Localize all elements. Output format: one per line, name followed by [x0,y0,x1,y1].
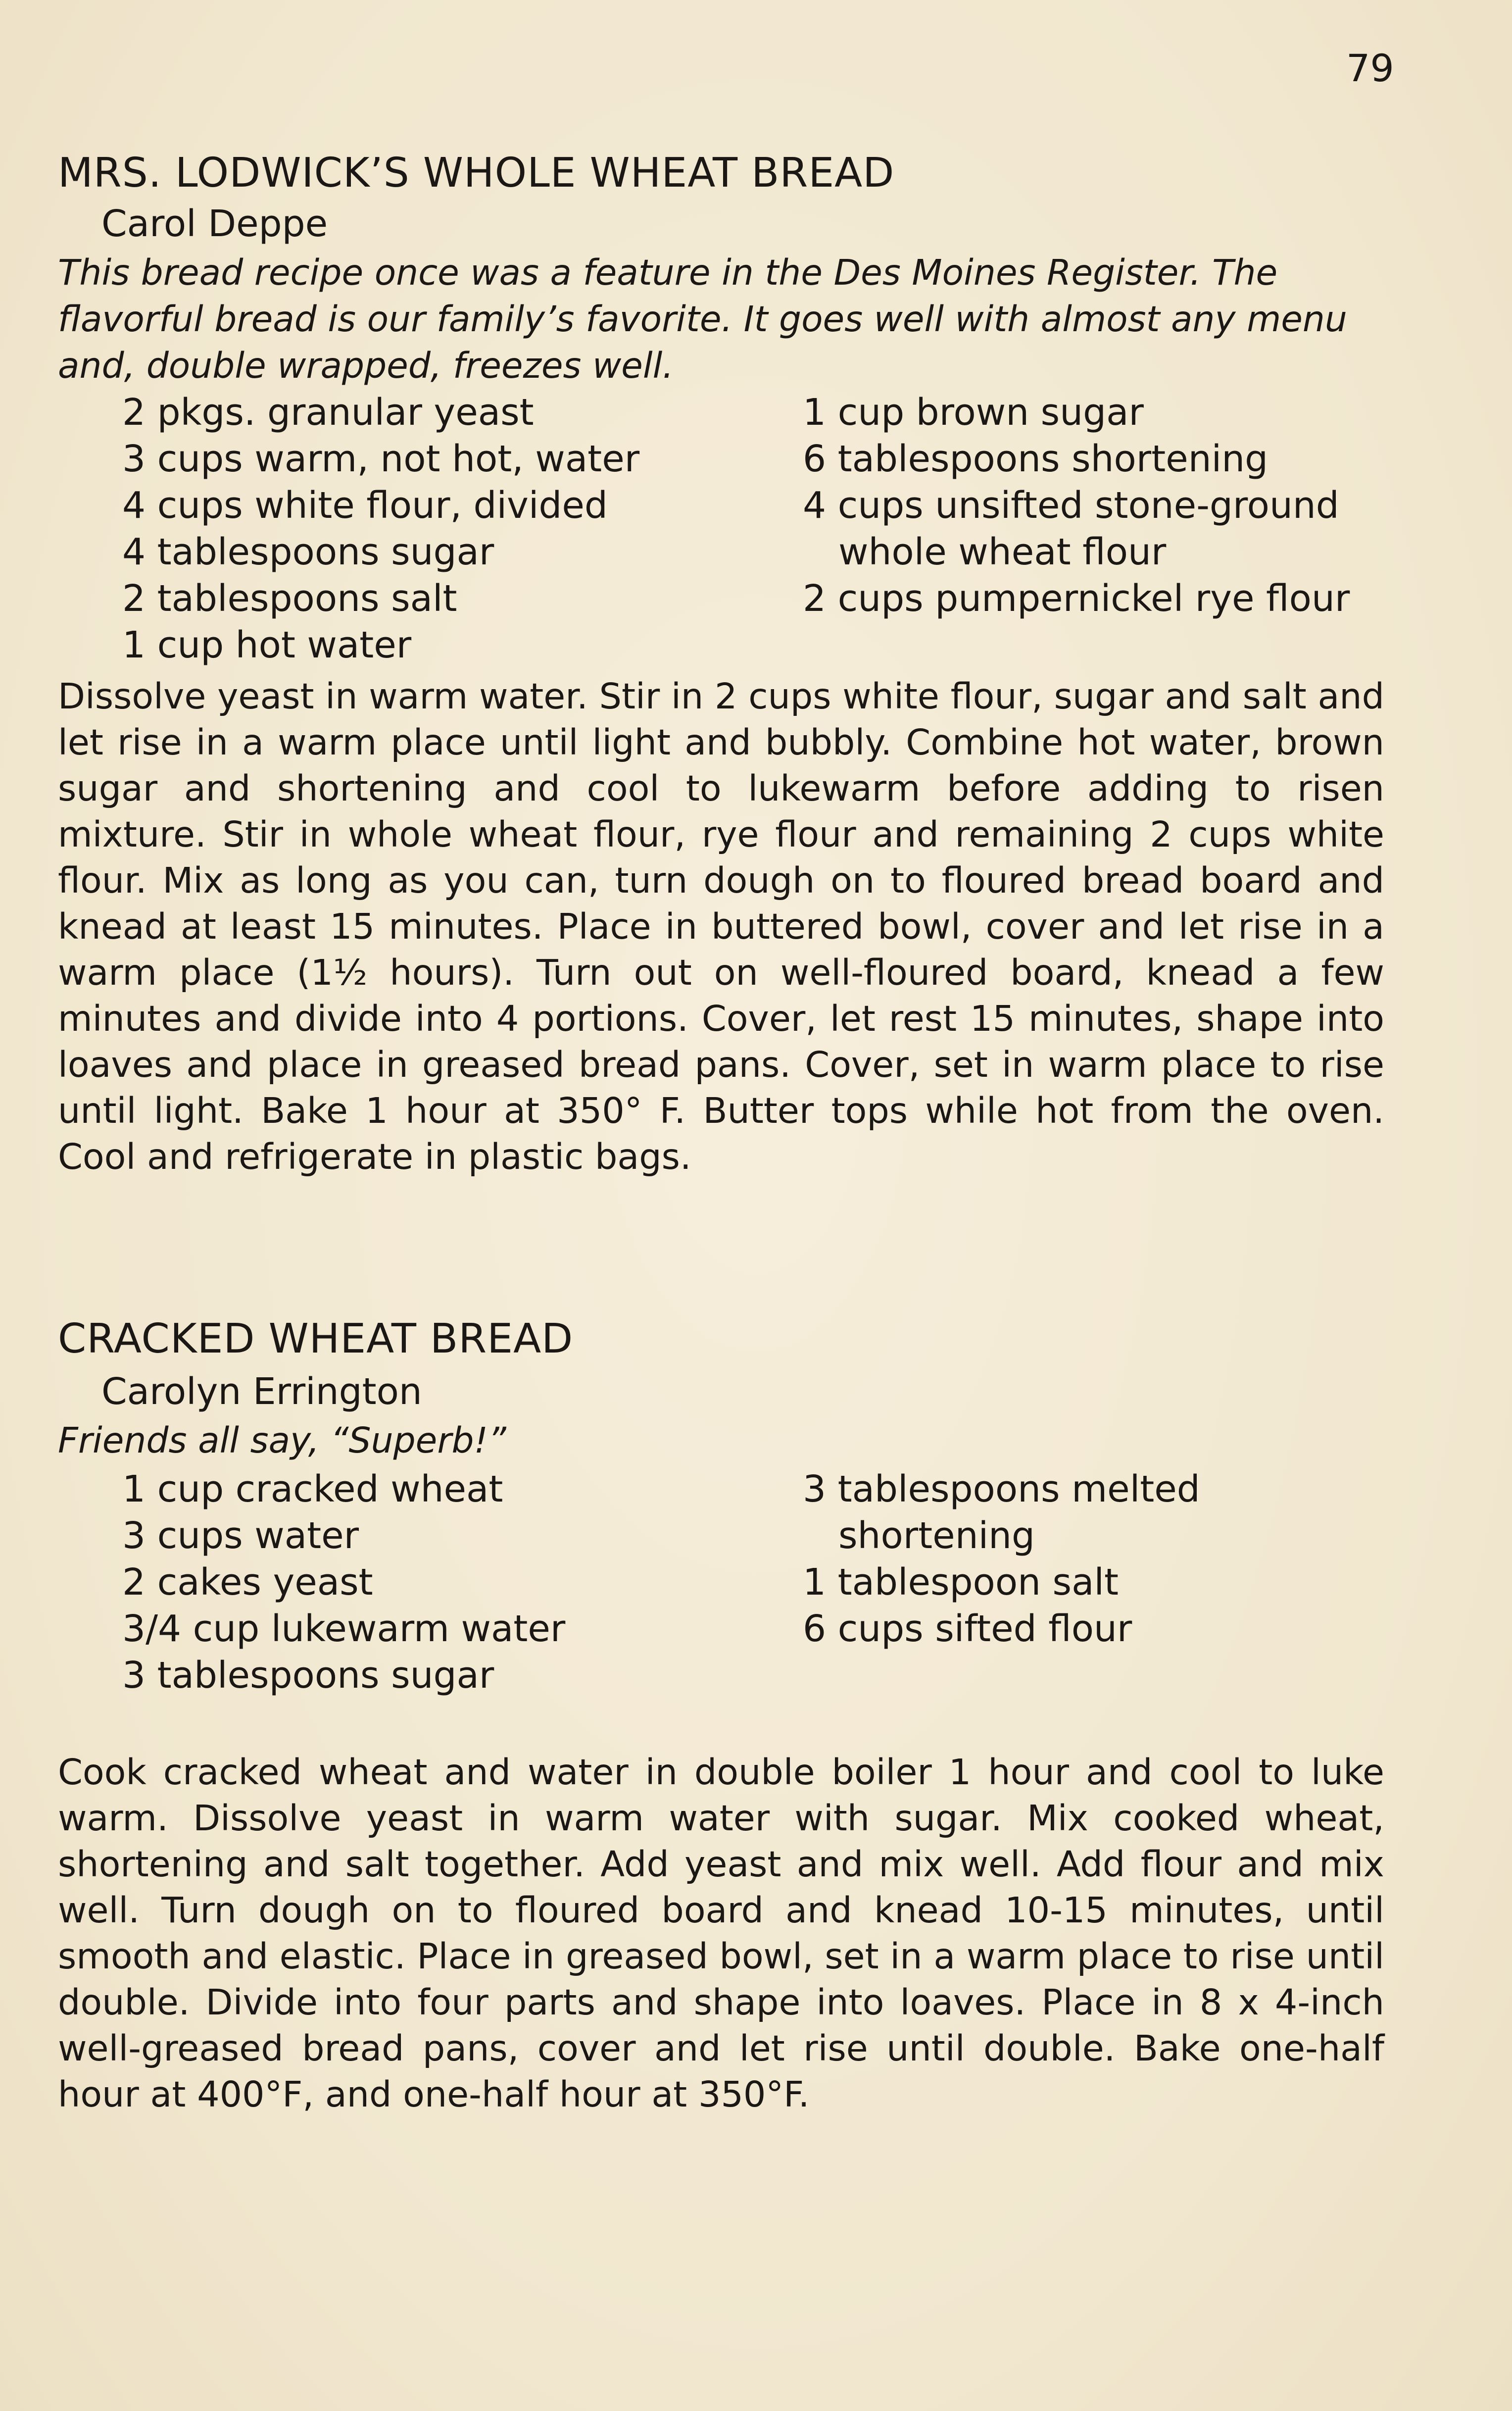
ingredient-item: 1 tablespoon salt [803,1561,1119,1604]
ingredient-item: 1 cup cracked wheat [122,1468,503,1510]
ingredient-item: 6 tablespoons shortening [803,438,1268,480]
recipe-author: Carol Deppe [101,202,328,245]
recipe-intro: Friends all say, “Superb!” [58,1420,506,1461]
recipe-title: CRACKED WHEAT BREAD [58,1315,574,1362]
ingredient-column-left [122,1466,803,1699]
ingredient-list [122,389,1384,668]
recipe-whole-wheat-bread [58,149,1384,1215]
ingredient-item: 1 cup hot water [122,624,412,666]
ingredient-item: 3 tablespoons sugar [122,1654,494,1697]
ingredient-column-right [803,389,1387,668]
ingredient-item: 3 cups warm, not hot, water [122,438,640,480]
ingredient-item: 2 pkgs. granular yeast [122,391,534,434]
recipe-directions: Cook cracked wheat and water in double boiler 1 hour and cool to luke warm. Dissolve yeast in warm water with sugar. Mix cooked wheat, shortening and salt together. Add yeast and mix well. Add flour and mix well. Turn dough on to floured board and knead 10-15 minutes, until smooth and elastic. Place in greased bowl, set in a warm place to rise until double. Divide into four parts and shape into loaves. Place in 8 x 4-inch well-greased bread pans, cover and let rise until double. Bake one-half hour at 400°F, and one-half hour at 350°F. [58,1752,1384,2115]
recipe-author: Carolyn Errington [101,1370,422,1413]
ingredient-item: 3/4 cup lukewarm water [122,1607,566,1650]
recipe-title: MRS. LODWICK’S WHOLE WHEAT BREAD [58,150,895,197]
ingredient-item: 4 cups unsifted stone-ground whole wheat flour [803,484,1339,573]
ingredient-item: 1 cup brown sugar [803,391,1144,434]
ingredient-item: 6 cups sifted flour [803,1607,1132,1650]
ingredient-item: 3 tablespoons melted shortening [803,1468,1200,1557]
ingredient-item: 4 tablespoons sugar [122,531,494,573]
ingredient-item: 3 cups water [122,1514,359,1557]
ingredient-item: 2 cakes yeast [122,1561,373,1604]
ingredient-item: 2 cups pumpernickel rye flour [803,577,1350,620]
recipe-intro: This bread recipe once was a feature in the Des Moines Register. The flavorful bread is our family’s favorite. It goes well with almost any menu and, double wrapped, freezes well. [58,252,1347,386]
ingredient-item: 2 tablespoons salt [122,577,457,620]
page-number: 79 [1346,46,1394,90]
ingredient-list [122,1466,1384,1699]
recipe-cracked-wheat-bread [58,1314,1384,2153]
ingredient-item: 4 cups white flour, divided [122,484,608,527]
ingredient-column-left [122,389,803,668]
recipe-directions: Dissolve yeast in warm water. Stir in 2 cups white flour, sugar and salt and let rise in a warm place until light and bubbly. Combine hot water, brown sugar and shortening and cool to lukewarm before adding to risen mixture. Stir in whole wheat flour, rye flour and remaining 2 cups white flour. Mix as long as you can, turn dough on to floured bread board and knead at least 15 minutes. Place in buttered bowl, cover and let rise in a warm place (1½ hours). Turn out on well-floured board, knead a few minutes and divide into 4 portions. Cover, let rest 15 minutes, shape into loaves and place in greased bread pans. Cover, set in warm place to rise until light. Bake 1 hour at 350° F. Butter tops while hot from the oven. Cool and refrigerate in plastic bags. [58,676,1384,1177]
ingredient-column-right [803,1466,1387,1699]
